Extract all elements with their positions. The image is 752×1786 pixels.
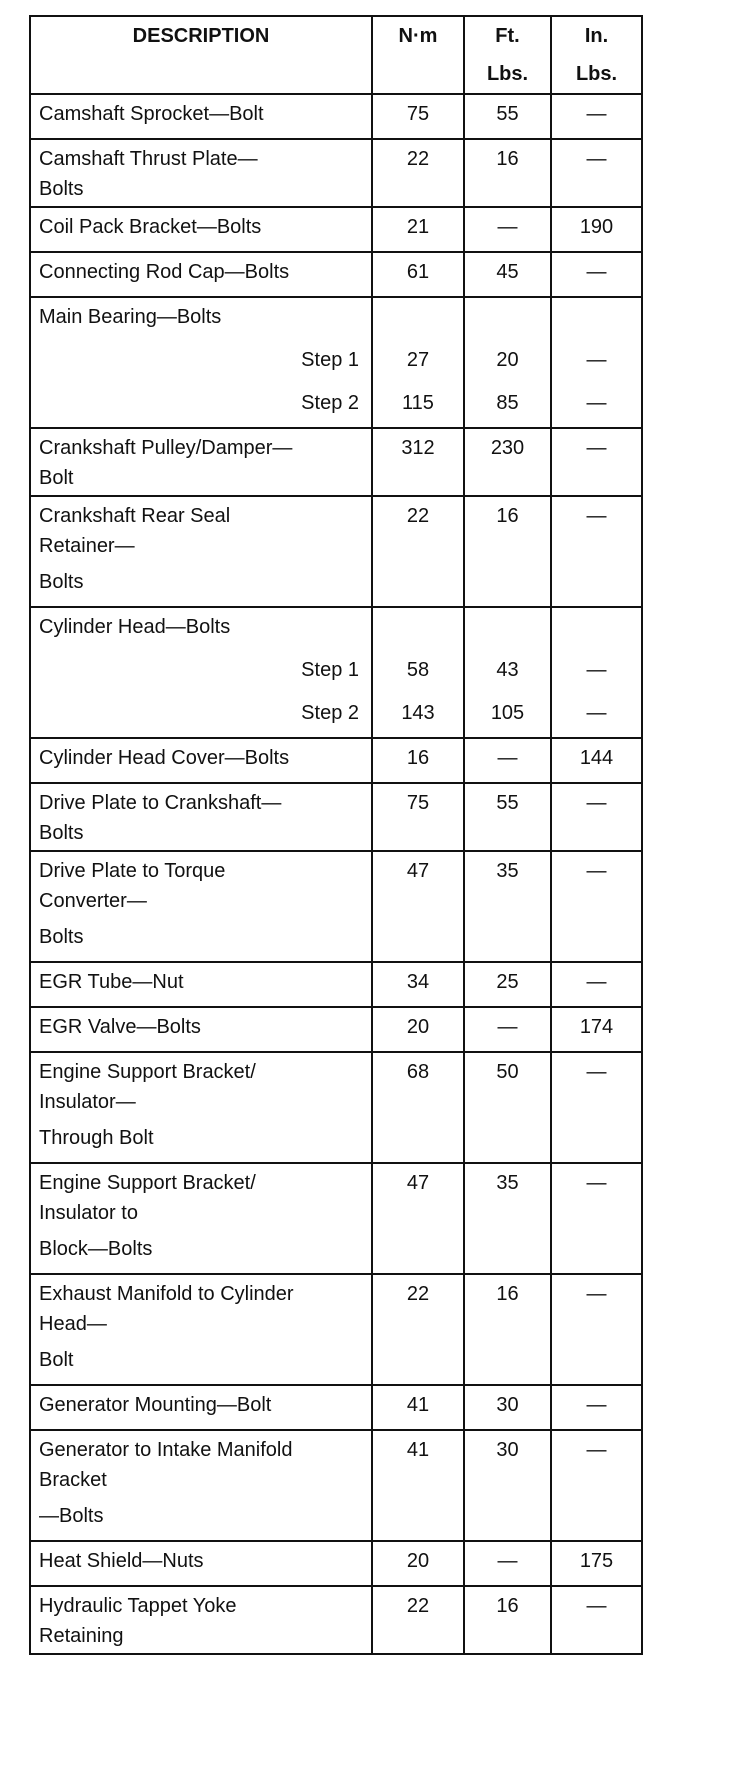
description-line: Converter—: [39, 890, 147, 912]
description-line: Coil Pack Bracket—Bolts: [39, 216, 262, 238]
description-line: Drive Plate to Crankshaft—: [39, 792, 282, 814]
row-description: [30, 139, 372, 207]
ft-lbs-blank: [464, 1119, 551, 1163]
description-line: EGR Valve—Bolts: [39, 1016, 201, 1038]
in-lbs-blank: [551, 918, 642, 962]
ft-lbs-value: 30: [464, 1385, 551, 1430]
step-row: [30, 384, 642, 428]
row-description: [30, 207, 372, 252]
header-row-2: [30, 55, 642, 94]
in-lbs-value: —: [551, 1052, 642, 1119]
nm-value: 75: [372, 94, 464, 139]
description-line: Cylinder Head—Bolts: [39, 616, 231, 638]
step-nm-value: 27: [372, 341, 464, 384]
description-line: Insulator to: [39, 1202, 138, 1224]
description-line: Bolts: [39, 822, 84, 844]
in-lbs-value: —: [551, 428, 642, 496]
row-description: [30, 1007, 372, 1052]
row-description: [30, 962, 372, 1007]
nm-blank: [372, 1119, 464, 1163]
ft-lbs-blank: [464, 1341, 551, 1385]
description-continuation: Bolt: [30, 1341, 372, 1385]
nm-value: 22: [372, 139, 464, 207]
table-row: [30, 1541, 642, 1586]
row-description: [30, 738, 372, 783]
step-row: [30, 341, 642, 384]
ft-lbs-value: 35: [464, 851, 551, 918]
table-row: [30, 252, 642, 297]
description-line: Heat Shield—Nuts: [39, 1550, 204, 1572]
step-label: Step 1: [30, 341, 372, 384]
ft-lbs-blank: [464, 1230, 551, 1274]
ft-lbs-value: [464, 297, 551, 341]
in-lbs-blank: [551, 1497, 642, 1541]
nm-blank: [372, 1341, 464, 1385]
table-row: [30, 428, 642, 496]
in-lbs-value: —: [551, 1430, 642, 1497]
table-row: [30, 607, 642, 651]
table-row-continuation: [30, 1497, 642, 1541]
nm-value: [372, 297, 464, 341]
nm-blank: [372, 1497, 464, 1541]
in-lbs-value: 174: [551, 1007, 642, 1052]
description-line: Retaining: [39, 1625, 124, 1647]
ft-lbs-value: —: [464, 207, 551, 252]
in-lbs-value: —: [551, 496, 642, 563]
table-row: [30, 851, 642, 918]
header-in-lbs-line2: Lbs.: [551, 55, 642, 94]
ft-lbs-value: 16: [464, 1274, 551, 1341]
in-lbs-value: —: [551, 139, 642, 207]
row-description: [30, 1430, 372, 1497]
table-row-continuation: [30, 1341, 642, 1385]
description-line: Camshaft Thrust Plate—: [39, 148, 258, 170]
description-line: Bracket: [39, 1469, 107, 1491]
description-line: Exhaust Manifold to Cylinder: [39, 1283, 294, 1305]
description-line: Generator to Intake Manifold: [39, 1439, 293, 1461]
table-row: [30, 1586, 642, 1654]
table-row: [30, 94, 642, 139]
nm-value: 22: [372, 1586, 464, 1654]
table-row: [30, 207, 642, 252]
ft-lbs-value: —: [464, 1007, 551, 1052]
in-lbs-value: —: [551, 94, 642, 139]
in-lbs-value: —: [551, 252, 642, 297]
table-row-continuation: [30, 1230, 642, 1274]
ft-lbs-value: —: [464, 1541, 551, 1586]
ft-lbs-value: —: [464, 738, 551, 783]
row-description: [30, 1274, 372, 1341]
row-description: [30, 428, 372, 496]
nm-value: 312: [372, 428, 464, 496]
table-row: [30, 1007, 642, 1052]
step-ft-lbs-value: 85: [464, 384, 551, 428]
table-row: [30, 139, 642, 207]
nm-value: 68: [372, 1052, 464, 1119]
table-row: [30, 1052, 642, 1119]
step-nm-value: 143: [372, 694, 464, 738]
step-row: [30, 651, 642, 694]
table-row-continuation: [30, 1119, 642, 1163]
step-nm-value: 58: [372, 651, 464, 694]
header-description-blank: [30, 55, 372, 94]
step-nm-value: 115: [372, 384, 464, 428]
description-line: Generator Mounting—Bolt: [39, 1394, 272, 1416]
nm-value: 22: [372, 1274, 464, 1341]
ft-lbs-blank: [464, 1497, 551, 1541]
nm-value: 47: [372, 1163, 464, 1230]
nm-blank: [372, 563, 464, 607]
row-description: [30, 297, 372, 341]
description-line: Crankshaft Pulley/Damper—: [39, 437, 293, 459]
header-nm: N·m: [372, 16, 464, 55]
nm-blank: [372, 1230, 464, 1274]
nm-value: 20: [372, 1007, 464, 1052]
description-line: EGR Tube—Nut: [39, 971, 184, 993]
table-row: [30, 297, 642, 341]
table-row: [30, 1274, 642, 1341]
in-lbs-value: —: [551, 1274, 642, 1341]
in-lbs-blank: [551, 1119, 642, 1163]
ft-lbs-value: 50: [464, 1052, 551, 1119]
ft-lbs-value: 230: [464, 428, 551, 496]
in-lbs-value: 175: [551, 1541, 642, 1586]
table-row: [30, 1385, 642, 1430]
row-description: [30, 1163, 372, 1230]
torque-specifications-table: [29, 15, 643, 1655]
description-continuation: —Bolts: [30, 1497, 372, 1541]
row-description: [30, 851, 372, 918]
description-line: Connecting Rod Cap—Bolts: [39, 261, 290, 283]
in-lbs-blank: [551, 1341, 642, 1385]
header-row: [30, 16, 642, 55]
ft-lbs-value: 45: [464, 252, 551, 297]
step-in-lbs-value: —: [551, 384, 642, 428]
step-row: [30, 694, 642, 738]
header-ft-lbs-line2: Lbs.: [464, 55, 551, 94]
description-continuation: Bolts: [30, 563, 372, 607]
step-label: Step 2: [30, 694, 372, 738]
step-in-lbs-value: —: [551, 341, 642, 384]
row-description: [30, 1541, 372, 1586]
in-lbs-value: —: [551, 1163, 642, 1230]
description-continuation: Block—Bolts: [30, 1230, 372, 1274]
nm-value: 16: [372, 738, 464, 783]
row-description: [30, 1385, 372, 1430]
ft-lbs-value: 16: [464, 139, 551, 207]
nm-value: 75: [372, 783, 464, 851]
in-lbs-value: [551, 607, 642, 651]
description-line: Engine Support Bracket/: [39, 1172, 256, 1194]
row-description: [30, 496, 372, 563]
ft-lbs-value: 55: [464, 94, 551, 139]
description-line: Bolts: [39, 178, 84, 200]
description-line: Main Bearing—Bolts: [39, 306, 222, 328]
nm-value: 41: [372, 1430, 464, 1497]
nm-value: 21: [372, 207, 464, 252]
table-body: [30, 94, 642, 1654]
step-in-lbs-value: —: [551, 651, 642, 694]
header-nm-blank: [372, 55, 464, 94]
nm-value: 22: [372, 496, 464, 563]
nm-value: 47: [372, 851, 464, 918]
ft-lbs-value: 25: [464, 962, 551, 1007]
ft-lbs-value: 55: [464, 783, 551, 851]
header-description: DESCRIPTION: [30, 16, 372, 55]
in-lbs-value: —: [551, 783, 642, 851]
description-line: Head—: [39, 1313, 107, 1335]
description-continuation: Bolts: [30, 918, 372, 962]
description-line: Engine Support Bracket/: [39, 1061, 256, 1083]
in-lbs-value: —: [551, 962, 642, 1007]
row-description: [30, 1052, 372, 1119]
ft-lbs-value: 16: [464, 496, 551, 563]
ft-lbs-value: [464, 607, 551, 651]
row-description: [30, 783, 372, 851]
nm-value: 34: [372, 962, 464, 1007]
step-ft-lbs-value: 105: [464, 694, 551, 738]
description-continuation: Through Bolt: [30, 1119, 372, 1163]
in-lbs-blank: [551, 1230, 642, 1274]
in-lbs-value: 190: [551, 207, 642, 252]
description-line: Cylinder Head Cover—Bolts: [39, 747, 290, 769]
ft-lbs-blank: [464, 563, 551, 607]
description-line: Drive Plate to Torque: [39, 860, 226, 882]
in-lbs-value: —: [551, 1385, 642, 1430]
step-label: Step 1: [30, 651, 372, 694]
in-lbs-value: —: [551, 851, 642, 918]
ft-lbs-value: 30: [464, 1430, 551, 1497]
in-lbs-value: [551, 297, 642, 341]
row-description: [30, 252, 372, 297]
nm-value: 41: [372, 1385, 464, 1430]
description-line: Retainer—: [39, 535, 135, 557]
header-ft-lbs-line1: Ft.: [464, 16, 551, 55]
row-description: [30, 1586, 372, 1654]
description-line: Bolt: [39, 467, 74, 489]
in-lbs-value: 144: [551, 738, 642, 783]
nm-value: 20: [372, 1541, 464, 1586]
table-row: [30, 496, 642, 563]
table-row: [30, 783, 642, 851]
table-row: [30, 1430, 642, 1497]
header-in-lbs-line1: In.: [551, 16, 642, 55]
step-ft-lbs-value: 20: [464, 341, 551, 384]
in-lbs-value: —: [551, 1586, 642, 1654]
description-line: Hydraulic Tappet Yoke: [39, 1595, 237, 1617]
nm-value: 61: [372, 252, 464, 297]
table-row-continuation: [30, 563, 642, 607]
step-label: Step 2: [30, 384, 372, 428]
table-row: [30, 962, 642, 1007]
table-row-continuation: [30, 918, 642, 962]
row-description: [30, 94, 372, 139]
step-ft-lbs-value: 43: [464, 651, 551, 694]
table-row: [30, 738, 642, 783]
description-line: Camshaft Sprocket—Bolt: [39, 103, 264, 125]
nm-value: [372, 607, 464, 651]
in-lbs-blank: [551, 563, 642, 607]
table-row: [30, 1163, 642, 1230]
ft-lbs-value: 35: [464, 1163, 551, 1230]
description-line: Crankshaft Rear Seal: [39, 505, 231, 527]
step-in-lbs-value: —: [551, 694, 642, 738]
nm-blank: [372, 918, 464, 962]
ft-lbs-value: 16: [464, 1586, 551, 1654]
row-description: [30, 607, 372, 651]
ft-lbs-blank: [464, 918, 551, 962]
description-line: Insulator—: [39, 1091, 136, 1113]
